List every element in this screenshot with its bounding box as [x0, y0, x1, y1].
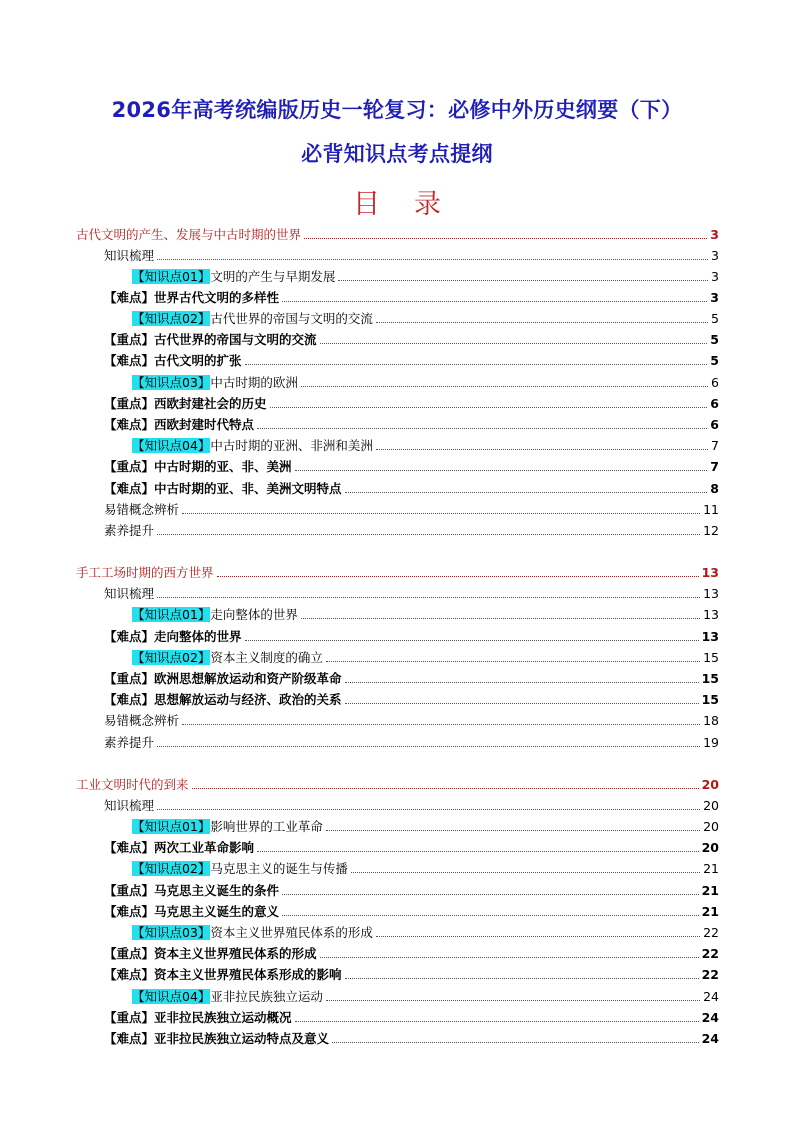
leader-dots	[157, 259, 708, 260]
leader-dots	[282, 894, 699, 895]
toc-knowledge-point[interactable]: 【知识点02】资本主义制度的确立 15	[132, 650, 719, 665]
toc-entry[interactable]: 【重点】西欧封建社会的历史 6	[104, 396, 719, 411]
toc-entry[interactable]: 【重点】资本主义世界殖民体系的形成 22	[104, 946, 719, 961]
toc-entry[interactable]: 【难点】古代文明的扩张 5	[104, 353, 719, 368]
toc-knowledge-point[interactable]: 【知识点01】走向整体的世界 13	[132, 607, 719, 622]
knowledge-point-tag: 【知识点04】	[132, 989, 211, 1004]
leader-dots	[376, 449, 708, 450]
page-number: 5	[710, 353, 719, 368]
leader-dots	[257, 428, 707, 429]
page-number: 18	[703, 713, 719, 728]
knowledge-point-tag: 【知识点01】	[132, 819, 211, 834]
leader-dots	[301, 618, 700, 619]
page-number: 15	[703, 650, 719, 665]
toc-chapter[interactable]: 工业文明时代的到来 20	[76, 777, 719, 792]
page-number: 3	[711, 269, 719, 284]
document-title-line2: 必背知识点考点提纲	[301, 142, 493, 166]
page-number: 21	[701, 904, 719, 919]
leader-dots	[157, 534, 700, 535]
toc-entry[interactable]: 【难点】思想解放运动与经济、政治的关系 15	[104, 692, 719, 707]
leader-dots	[245, 640, 699, 641]
leader-dots	[192, 788, 699, 789]
leader-dots	[301, 386, 708, 387]
leader-dots	[157, 746, 700, 747]
page-number: 7	[711, 438, 719, 453]
toc-entry[interactable]: 【重点】欧洲思想解放运动和资产阶级革命 15	[104, 671, 719, 686]
toc-entry[interactable]: 素养提升 19	[104, 735, 719, 750]
leader-dots	[257, 851, 699, 852]
toc-entry[interactable]: 【重点】古代世界的帝国与文明的交流 5	[104, 332, 719, 347]
page-number: 13	[703, 607, 719, 622]
toc-entry[interactable]: 知识梳理 3	[104, 248, 719, 263]
page-number: 13	[701, 629, 719, 644]
page-number: 15	[701, 692, 719, 707]
toc-entry[interactable]: 【重点】亚非拉民族独立运动概况 24	[104, 1010, 719, 1025]
toc-entry[interactable]: 【难点】世界古代文明的多样性 3	[104, 290, 719, 305]
knowledge-point-tag: 【知识点02】	[132, 650, 211, 665]
leader-dots	[182, 724, 700, 725]
leader-dots	[320, 343, 708, 344]
toc-knowledge-point[interactable]: 【知识点02】古代世界的帝国与文明的交流 5	[132, 311, 719, 326]
toc-entry[interactable]: 【重点】中古时期的亚、非、美洲 7	[104, 459, 719, 474]
toc-knowledge-point[interactable]: 【知识点03】中古时期的欧洲 6	[132, 375, 719, 390]
knowledge-point-tag: 【知识点03】	[132, 375, 211, 390]
page-number: 5	[710, 332, 719, 347]
leader-dots	[326, 830, 700, 831]
toc-knowledge-point[interactable]: 【知识点03】资本主义世界殖民体系的形成 22	[132, 925, 719, 940]
leader-dots	[304, 238, 707, 239]
leader-dots	[338, 280, 708, 281]
leader-dots	[326, 661, 700, 662]
leader-dots	[345, 492, 708, 493]
toc-entry[interactable]: 【难点】走向整体的世界 13	[104, 629, 719, 644]
page-number: 3	[710, 227, 719, 242]
toc-entry[interactable]: 知识梳理 13	[104, 586, 719, 601]
page-number: 5	[711, 311, 719, 326]
page-number: 21	[703, 861, 719, 876]
knowledge-point-tag: 【知识点02】	[132, 861, 211, 876]
page-number: 7	[710, 459, 719, 474]
leader-dots	[217, 576, 699, 577]
leader-dots	[157, 597, 700, 598]
toc-entry[interactable]: 易错概念辨析 11	[104, 502, 719, 517]
document-title-line1: 2026年高考统编版历史一轮复习：必修中外历史纲要（下）	[111, 98, 683, 122]
leader-dots	[182, 513, 700, 514]
knowledge-point-tag: 【知识点04】	[132, 438, 211, 453]
toc-knowledge-point[interactable]: 【知识点04】亚非拉民族独立运动 24	[132, 989, 719, 1004]
leader-dots	[332, 1042, 699, 1043]
toc-knowledge-point[interactable]: 【知识点01】文明的产生与早期发展 3	[132, 269, 719, 284]
page-number: 21	[701, 883, 719, 898]
leader-dots	[345, 682, 699, 683]
toc-entry[interactable]: 知识梳理 20	[104, 798, 719, 813]
toc-chapter[interactable]: 古代文明的产生、发展与中古时期的世界 3	[76, 227, 719, 242]
page-number: 11	[703, 502, 719, 517]
page-number: 6	[711, 375, 719, 390]
toc-knowledge-point[interactable]: 【知识点02】马克思主义的诞生与传播 21	[132, 861, 719, 876]
page-number: 3	[710, 290, 719, 305]
toc-entry[interactable]: 素养提升 12	[104, 523, 719, 538]
page-number: 19	[703, 735, 719, 750]
page-number: 24	[701, 1031, 719, 1046]
toc-knowledge-point[interactable]: 【知识点04】中古时期的亚洲、非洲和美洲 7	[132, 438, 719, 453]
page-number: 20	[703, 819, 719, 834]
page-number: 22	[701, 946, 719, 961]
page-number: 24	[701, 1010, 719, 1025]
leader-dots	[376, 936, 700, 937]
toc-entry[interactable]: 【难点】资本主义世界殖民体系形成的影响 22	[104, 967, 719, 982]
page-number: 20	[701, 777, 719, 792]
page-number: 6	[710, 417, 719, 432]
page-number: 20	[703, 798, 719, 813]
leader-dots	[245, 364, 708, 365]
knowledge-point-tag: 【知识点03】	[132, 925, 211, 940]
toc-entry[interactable]: 【难点】西欧封建时代特点 6	[104, 417, 719, 432]
knowledge-point-tag: 【知识点02】	[132, 311, 211, 326]
page-number: 8	[710, 481, 719, 496]
toc-entry[interactable]: 【难点】马克思主义诞生的意义 21	[104, 904, 719, 919]
knowledge-point-tag: 【知识点01】	[132, 607, 211, 622]
leader-dots	[282, 915, 699, 916]
page-number: 15	[701, 671, 719, 686]
leader-dots	[270, 407, 708, 408]
leader-dots	[376, 322, 708, 323]
leader-dots	[295, 1021, 699, 1022]
page-number: 22	[703, 925, 719, 940]
leader-dots	[326, 1000, 700, 1001]
leader-dots	[345, 978, 699, 979]
toc-entry[interactable]: 【难点】中古时期的亚、非、美洲文明特点 8	[104, 481, 719, 496]
leader-dots	[351, 872, 700, 873]
page-number: 22	[701, 967, 719, 982]
page-number: 3	[711, 248, 719, 263]
page-number: 20	[701, 840, 719, 855]
page-number: 12	[703, 523, 719, 538]
toc-knowledge-point[interactable]: 【知识点01】影响世界的工业革命 20	[132, 819, 719, 834]
knowledge-point-tag: 【知识点01】	[132, 269, 211, 284]
page-number: 13	[701, 565, 719, 580]
leader-dots	[157, 809, 700, 810]
page-number: 13	[703, 586, 719, 601]
leader-dots	[295, 470, 708, 471]
toc-entry[interactable]: 【难点】两次工业革命影响 20	[104, 840, 719, 855]
page-number: 24	[703, 989, 719, 1004]
leader-dots	[282, 301, 707, 302]
toc-heading: 目录	[353, 189, 475, 220]
page-number: 6	[710, 396, 719, 411]
toc-entry[interactable]: 【重点】马克思主义诞生的条件 21	[104, 883, 719, 898]
leader-dots	[345, 703, 699, 704]
leader-dots	[320, 957, 699, 958]
toc-entry[interactable]: 【难点】亚非拉民族独立运动特点及意义 24	[104, 1031, 719, 1046]
toc-entry[interactable]: 易错概念辨析 18	[104, 713, 719, 728]
toc-chapter[interactable]: 手工工场时期的西方世界 13	[76, 565, 719, 580]
